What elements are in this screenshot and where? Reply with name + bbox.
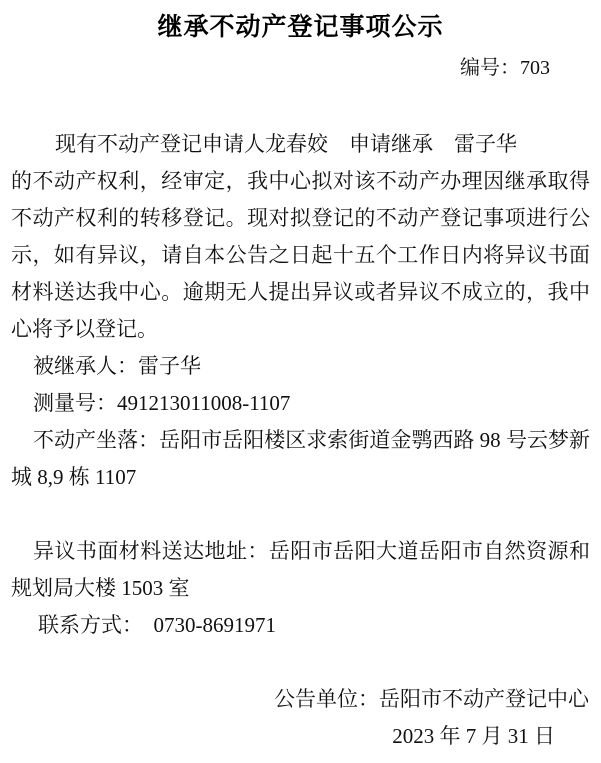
body-paragraph-line-3: 不动产权利的转移登记。现对拟登记的不动产登记事项进行公 bbox=[11, 206, 590, 230]
body-paragraph-line-1: 现有不动产登记申请人龙春姣 申请继承 雷子华 bbox=[55, 132, 517, 156]
body-paragraph-line-5: 材料送达我中心。逾期无人提出异议或者异议不成立的，我中 bbox=[11, 280, 590, 304]
notice-body bbox=[11, 126, 590, 496]
page-title: 继承不动产登记事项公示 bbox=[157, 13, 444, 41]
property-location-line-2: 城 8,9 栋 1107 bbox=[11, 465, 137, 489]
footer-section bbox=[11, 681, 590, 755]
body-paragraph-line-4: 示，如有异议，请自本公告之日起十五个工作日内将异议书面 bbox=[11, 243, 590, 267]
body-paragraph-line-6: 心将予以登记。 bbox=[11, 317, 158, 341]
objection-address-line-2: 规划局大楼 1503 室 bbox=[11, 576, 190, 600]
issuer-line: 公告单位：岳阳市不动产登记中心 bbox=[274, 687, 589, 711]
property-location-line-1: 不动产坐落：岳阳市岳阳楼区求索街道金鹗西路 98 号云梦新 bbox=[33, 428, 590, 452]
date-line: 2023 年 7 月 31 日 bbox=[392, 724, 555, 748]
objection-section bbox=[11, 533, 590, 644]
doc-number: 编号：703 bbox=[460, 57, 550, 79]
contact-line: 联系方式： 0730-8691971 bbox=[38, 613, 276, 637]
decedent-line: 被继承人：雷子华 bbox=[33, 354, 201, 378]
survey-number-line: 测量号：491213011008-1107 bbox=[33, 391, 291, 415]
objection-address-line-1: 异议书面材料送达地址：岳阳市岳阳大道岳阳市自然资源和 bbox=[33, 539, 590, 563]
body-paragraph-line-2: 的不动产权利，经审定，我中心拟对该不动产办理因继承取得 bbox=[11, 169, 590, 193]
